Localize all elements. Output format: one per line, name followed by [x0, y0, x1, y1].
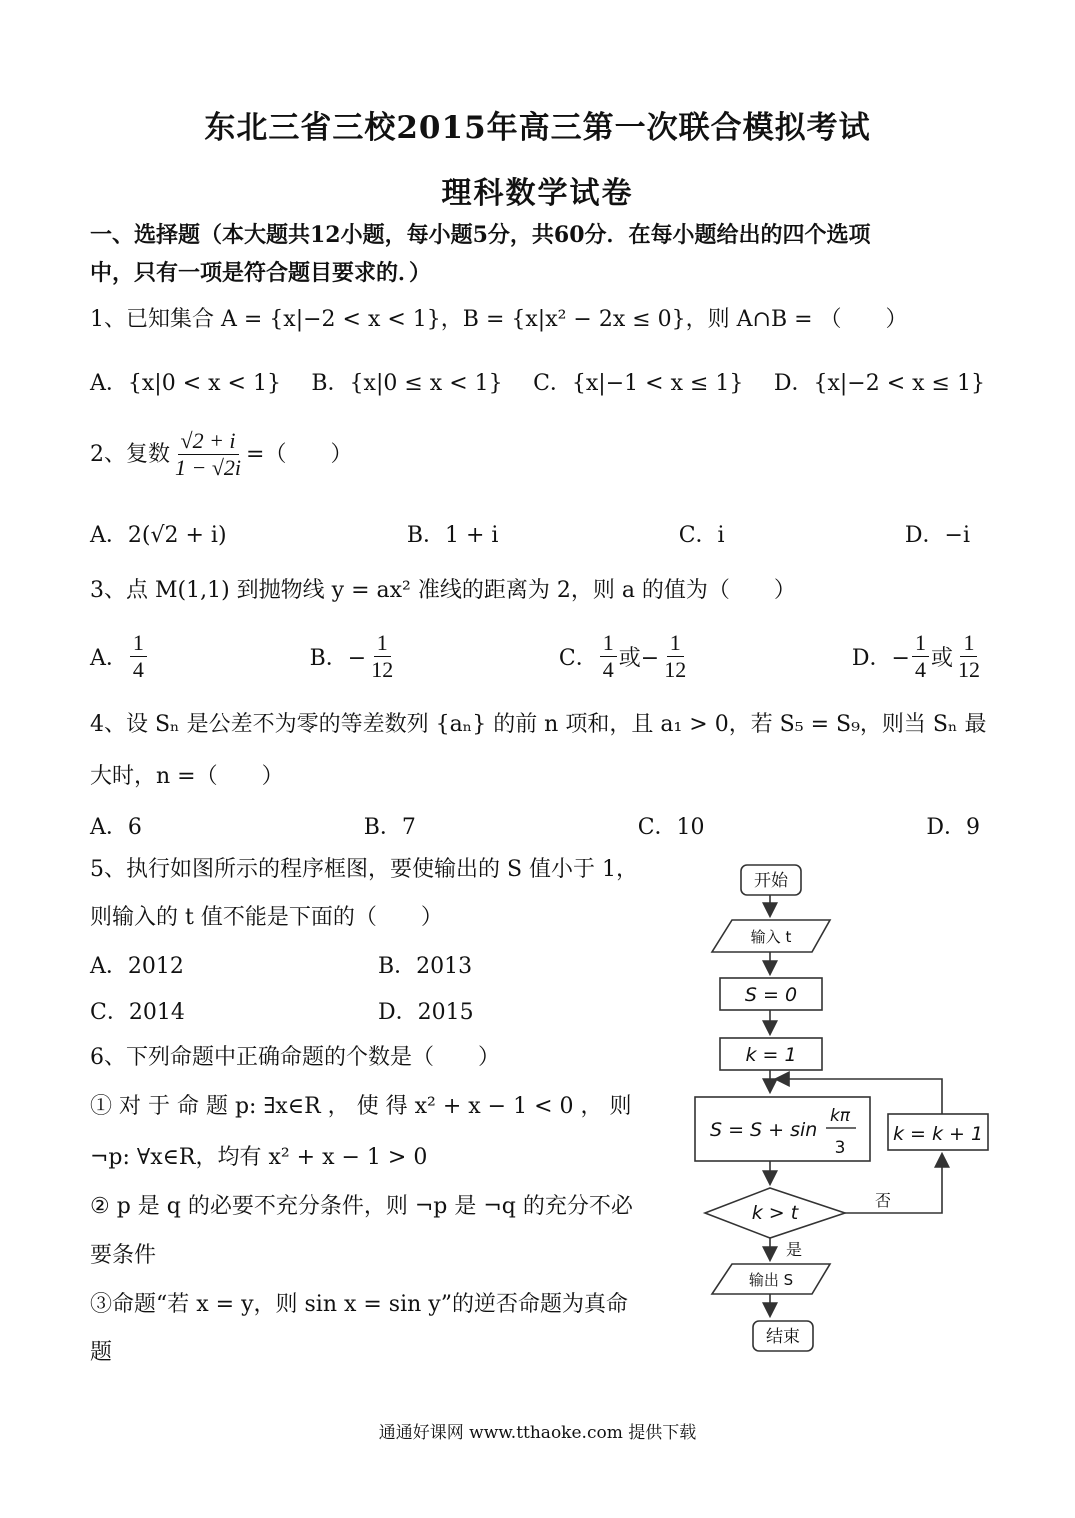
question-4-options	[90, 810, 980, 841]
q3-c-label: C．	[558, 646, 598, 671]
q3-c-num1: 1	[600, 630, 617, 657]
q3-d-num1: 1	[912, 630, 929, 657]
question-4-stem-line1: 4、设 Sₙ 是公差不为零的等差数列 {aₙ} 的前 n 项和，且 a₁ > 0，若 S₅ = S₉，则当 Sₙ 最	[90, 712, 987, 737]
q3-c-den2: 12	[664, 657, 687, 682]
exam-subtitle: 理科数学试卷	[441, 176, 634, 211]
q4-option-c: C．10	[637, 815, 705, 840]
q5-option-a: A．2012	[90, 954, 184, 979]
q3-c-fraction-2	[661, 630, 689, 683]
question-2-stem	[90, 428, 352, 481]
flowchart-condition-text: k > t	[751, 1202, 799, 1224]
q5-option-d: D．2015	[378, 1000, 474, 1025]
q3-a-num: 1	[130, 630, 147, 657]
q3-option-a	[90, 630, 149, 683]
q4-option-d: D．9	[926, 815, 980, 840]
q6-item2-line2: 要条件	[90, 1243, 157, 1268]
question-1-options	[90, 366, 985, 397]
q5-option-b: B．2013	[378, 954, 473, 979]
q2-numerator: √2 + i	[178, 428, 239, 455]
question-5-stem-line2: 则输入的 t 值不能是下面的（ ）	[90, 905, 443, 930]
q3-a-label: A．	[90, 646, 128, 671]
q3-option-c	[559, 630, 691, 683]
q3-d-label: D．−	[851, 646, 910, 671]
flowchart-increment-text: k = k + 1	[892, 1123, 984, 1145]
q6-item1-line2: ¬p: ∀x∈R，均有 x² + x − 1 > 0	[90, 1145, 428, 1170]
q1-option-a: A．{x|0 < x < 1}	[90, 371, 281, 396]
flowchart-output-text: 输出 S	[748, 1271, 794, 1289]
flowchart-update-s-text: S = S + sin	[710, 1119, 818, 1141]
question-3-stem: 3、点 M(1,1) 到抛物线 y = ax² 准线的距离为 2，则 a 的值为（ ）	[90, 578, 796, 603]
exam-title: 东北三省三校2015年高三第一次联合模拟考试	[204, 110, 871, 146]
flowchart-init-k-text: k = 1	[745, 1044, 797, 1066]
q2-fraction	[172, 428, 244, 481]
q3-b-den: 12	[371, 657, 394, 682]
q1-option-d: D．{x|−2 < x ≤ 1}	[773, 371, 985, 396]
flowchart-start-text: 开始	[754, 871, 788, 891]
q2-denominator: 1 − √2i	[175, 455, 242, 480]
q3-a-fraction	[130, 630, 147, 683]
q6-item3-line2: 题	[90, 1340, 113, 1365]
flowchart-yes-label: 是	[785, 1240, 803, 1259]
q3-option-b	[310, 630, 399, 683]
q6-item1-line1: ① 对 于 命 题 p: ∃x∈R ， 使 得 x² + x − 1 < 0 ， 则	[90, 1094, 632, 1119]
q3-c-den1: 4	[602, 657, 614, 682]
q3-b-num: 1	[374, 630, 391, 657]
q3-c-num2: 1	[667, 630, 684, 657]
q1-option-c: C．{x|−1 < x ≤ 1}	[533, 371, 744, 396]
question-4-stem-line2: 大时，n =（ ）	[90, 764, 284, 789]
flowchart-no-label: 否	[874, 1191, 892, 1210]
q3-d-fraction-1	[912, 630, 929, 683]
q3-c-mid: 或−	[618, 646, 660, 671]
q3-a-den: 4	[132, 657, 144, 682]
question-2-options	[90, 518, 970, 549]
question-5-stem-line1: 5、执行如图所示的程序框图，要使输出的 S 值小于 1，	[90, 857, 639, 882]
q2-option-a: A．2(√2 + i)	[90, 523, 227, 548]
q3-d-den1: 4	[914, 657, 926, 682]
flowchart-input-text: 输入 t	[750, 928, 792, 946]
q6-item3-line1: ③命题“若 x = y，则 sin x = sin y”的逆否命题为真命	[90, 1292, 628, 1317]
question-6-stem: 6、下列命题中正确命题的个数是（ ）	[90, 1045, 500, 1070]
flowchart-init-s-text: S = 0	[744, 984, 798, 1006]
flowchart-update-s-den: 3	[834, 1138, 846, 1158]
section-heading-line2: 中，只有一项是符合题目要求的．）	[90, 260, 432, 286]
question-3-options	[90, 630, 985, 683]
q3-d-den2: 12	[957, 657, 980, 682]
q5-option-c: C．2014	[90, 1000, 185, 1025]
question-1-stem: 1、已知集合 A = {x|−2 < x < 1}，B = {x|x² − 2x ≤ 0}，则 A∩B = （ ）	[90, 307, 908, 332]
q6-item2-line1: ② p 是 q 的必要不充分条件，则 ¬p 是 ¬q 的充分不必	[90, 1194, 633, 1219]
q1-option-b: B．{x|0 ≤ x < 1}	[311, 371, 503, 396]
q2-suffix: =（ ）	[246, 441, 353, 467]
q2-option-c: C．i	[678, 523, 725, 548]
flowchart-end-text: 结束	[766, 1327, 800, 1347]
q3-d-mid: 或	[930, 646, 953, 671]
q2-prefix: 2、复数	[90, 441, 170, 467]
q3-d-num2: 1	[960, 630, 977, 657]
q4-option-b: B．7	[363, 815, 416, 840]
q3-d-fraction-2	[955, 630, 983, 683]
q2-option-b: B．1 + i	[406, 523, 499, 548]
q2-option-d: D．−i	[904, 523, 970, 548]
page-footer: 通通好课网 www.tthaoke.com 提供下载	[378, 1423, 697, 1443]
program-flowchart	[690, 855, 1000, 1395]
q3-c-fraction-1	[600, 630, 617, 683]
q4-option-a: A．6	[90, 815, 142, 840]
q3-option-d	[852, 630, 985, 683]
flowchart-update-s-num: kπ	[829, 1106, 851, 1126]
q3-b-label: B．−	[309, 646, 367, 671]
section-heading-line1: 一、选择题（本大题共12小题，每小题5分，共60分．在每小题给出的四个选项	[90, 222, 871, 248]
q3-b-fraction	[368, 630, 396, 683]
